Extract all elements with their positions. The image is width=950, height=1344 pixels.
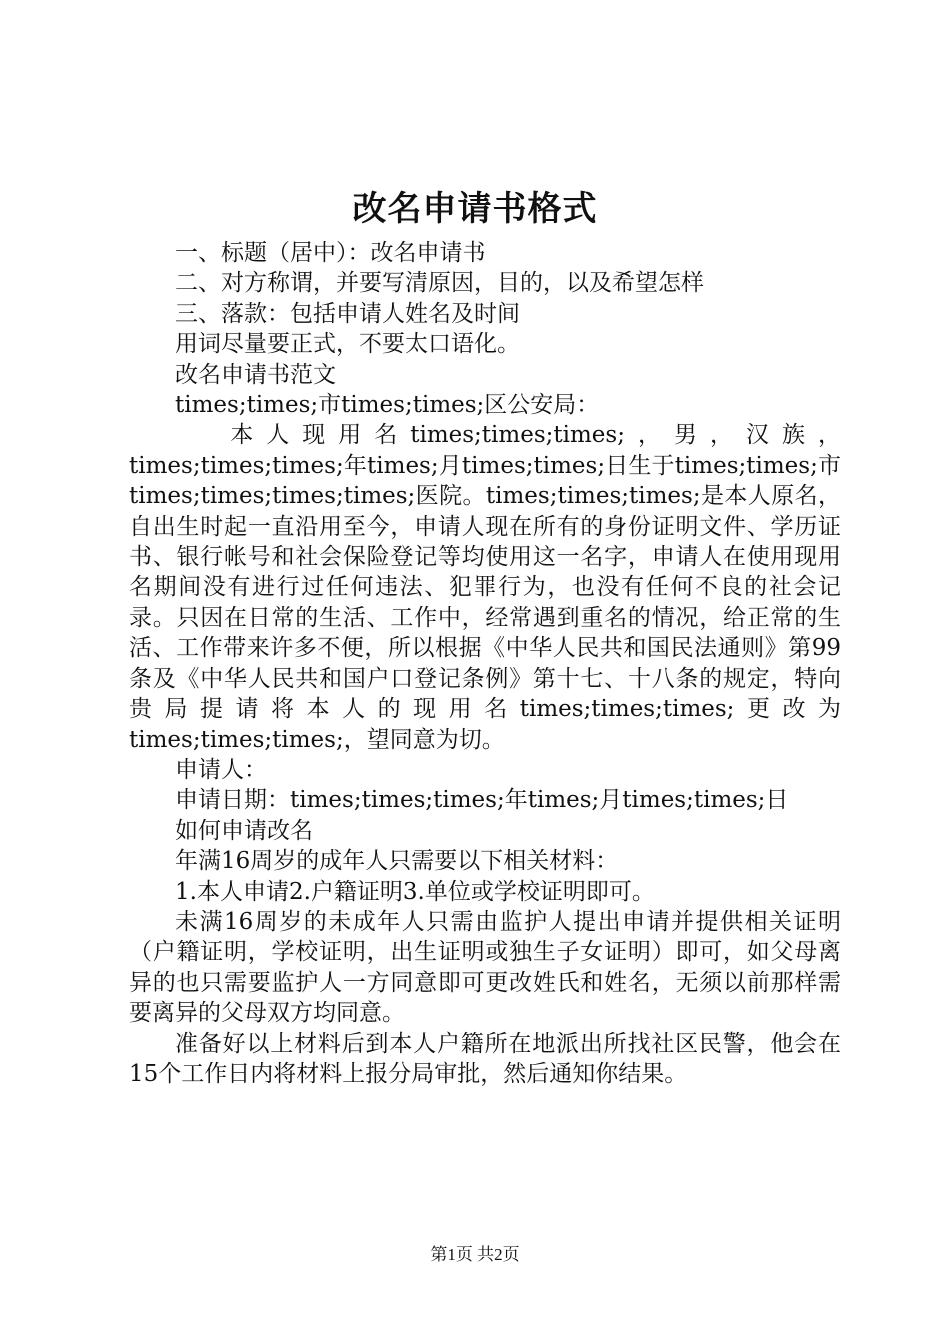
paragraph-format-salutation: 二、对方称谓，并要写清原因，目的，以及希望怎样: [175, 270, 704, 297]
paragraph-adult-materials: 年满16周岁的成年人只需要以下相关材料：: [175, 848, 619, 875]
paragraph-format-title: 一、标题（居中）：改名申请书: [175, 240, 486, 266]
page-indicator: 第1页 共2页: [430, 1245, 520, 1264]
document-body: [129, 238, 841, 1089]
paragraph-how-to-heading: 如何申请改名: [175, 817, 313, 844]
paragraph-wording-note: 用词尽量要正式，不要太口语化。: [175, 331, 520, 358]
paragraph-minor-rules: 未满16周岁的未成年人只需由监护人提出申请并提供相关证明（户籍证明，学校证明，出生证明或独生子女证明）即可，如父母离异的也只需要监护人一方同意即可更改姓氏和姓名，无须以前那样需要离异的父母双方均同意。: [129, 908, 841, 1027]
paragraph-applicant: 申请人：: [175, 756, 267, 783]
paragraph-sample-heading: 改名申请书范文: [175, 361, 336, 388]
paragraph-materials-list: 1.本人申请2.户籍证明3.单位或学校证明即可。: [175, 878, 655, 905]
document-title: 改名申请书格式: [352, 189, 598, 229]
paragraph-procedure: 准备好以上材料后到本人户籍所在地派出所找社区民警，他会在15个工作日内将材料上报分局审批，然后通知你结果。: [129, 1030, 841, 1087]
paragraph-application-body: 本人现用名times;times;times;，男，汉族，times;times;times;年times;月times;times;日生于times;times;市times;times;times;times;医院。times;times;times;是本人原名，自出生时起一直沿用至今，申请人现在所有的身份证明文件、学历证书、银行帐号和社会保险登记等均使用这一名字，申请人在使用现用名期间没有进行过任何违法、犯罪行为，也没有任何不良的社会记录。只因在日常的生活、工作中，经常遇到重名的情况，给正常的生活、工作带来许多不便，所以根据《中华人民共和国民法通则》第99条及《中华人民共和国户口登记条例》第十七、十八条的规定，特向贵局提请将本人的现用名times;times;times;更改为times;times;times;，望同意为切。: [129, 422, 841, 753]
paragraph-addressee: times;times;市times;times;区公安局：: [175, 392, 600, 419]
paragraph-application-date: 申请日期：times;times;times;年times;月times;times;日: [175, 787, 789, 814]
paragraph-format-signature: 三、落款：包括申请人姓名及时间: [175, 300, 520, 327]
